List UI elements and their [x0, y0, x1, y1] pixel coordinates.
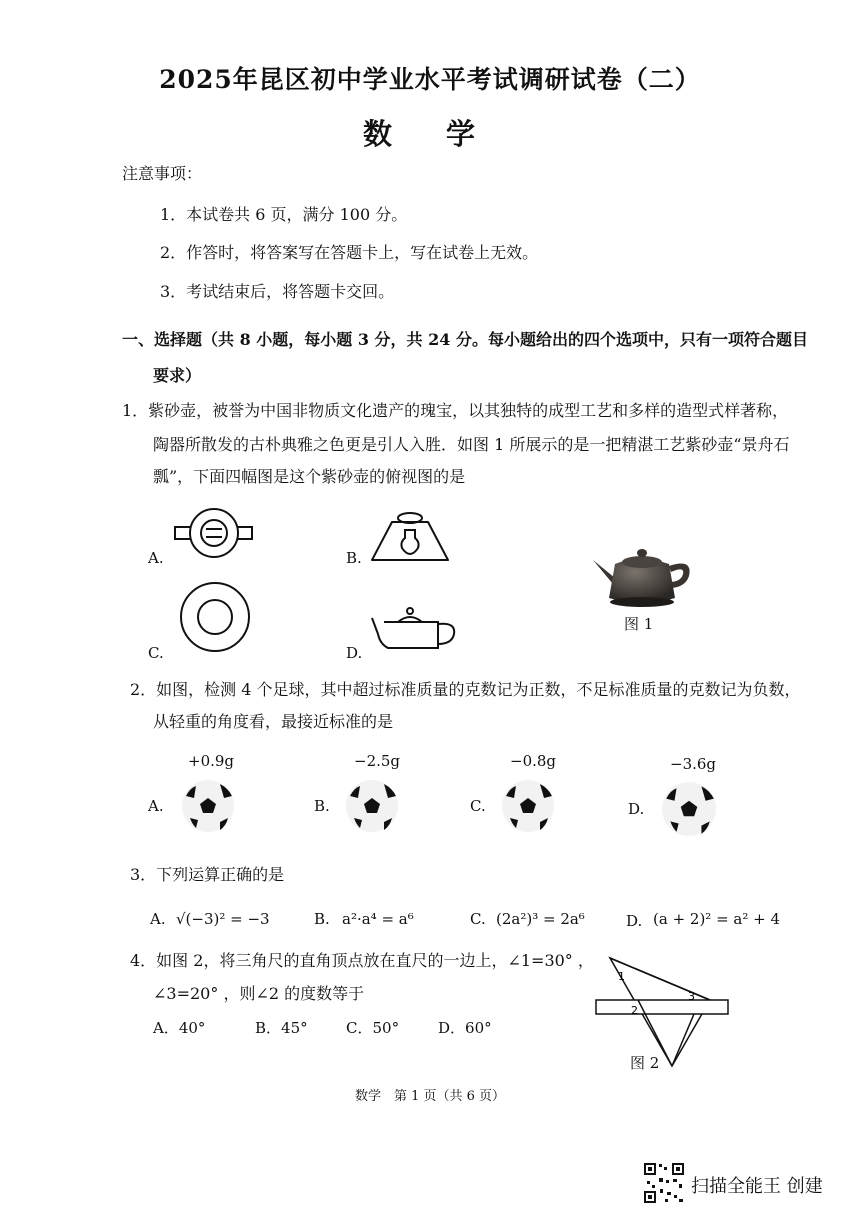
notice-item: 2．作答时，将答案写在答题卡上，写在试卷上无效。	[160, 243, 539, 262]
q1-option-a-figure	[172, 508, 256, 574]
q1-option-d-figure	[368, 604, 460, 654]
subject-title: 数 学	[362, 117, 498, 151]
ball-b-label: B.	[314, 797, 330, 815]
ball-a-value: +0.9g	[188, 752, 235, 770]
q1-option-c-figure	[178, 580, 252, 654]
ball-c-value: −0.8g	[510, 752, 557, 770]
angle-1-label: 1	[618, 970, 625, 983]
page-footer: 数学 第 1 页（共 6 页）	[354, 1089, 506, 1104]
angle-2-label: 2	[631, 1004, 638, 1017]
q3-option-a-expr: √(−3)² = −3	[176, 910, 270, 928]
notice-item: 3．考试结束后，将答题卡交回。	[160, 282, 395, 301]
notice-heading: 注意事项：	[122, 164, 203, 183]
q3-option-b-expr: a²·a⁴ = a⁶	[342, 910, 414, 928]
q1-option-c: C.	[148, 644, 164, 662]
q4-option-d: D．60°	[438, 1019, 492, 1037]
section-heading-cont: 要求）	[153, 366, 202, 385]
q1-line: 陶器所散发的古朴典雅之色更是引人入胜．如图 1 所展示的是一把精湛工艺紫砂壶“景舟石	[153, 435, 790, 454]
q3-option-a-label: A.	[150, 910, 166, 928]
q2-line: 从轻重的角度看，最接近标准的是	[153, 712, 394, 731]
ball-a-label: A.	[148, 797, 164, 815]
q2-line: 2．如图，检测 4 个足球，其中超过标准质量的克数记为正数，不足标准质量的克数记为负数，	[130, 680, 801, 699]
notice-item: 1．本试卷共 6 页，满分 100 分。	[160, 205, 408, 224]
q4-option-b: B．45°	[255, 1019, 308, 1037]
teapot-photo	[585, 540, 697, 610]
ball-c-label: C.	[470, 797, 486, 815]
figure2-diagram	[590, 952, 735, 1070]
ball-d-label: D.	[628, 800, 645, 818]
scanner-watermark: 扫描全能王 创建	[691, 1176, 823, 1197]
section-heading: 一、选择题（共 8 小题，每小题 3 分，共 24 分。每小题给出的四个选项中，只有一项符合题目	[122, 330, 808, 349]
q1-option-b-figure	[368, 508, 452, 566]
angle-3-label: 3	[688, 990, 695, 1003]
q1-option-b: B.	[346, 549, 362, 567]
q3-option-d-label: D.	[626, 912, 643, 930]
qr-code-icon	[643, 1162, 685, 1204]
q4-line: ∠3=20° ，则∠2 的度数等于	[153, 984, 365, 1003]
q3-option-c-expr: (2a²)³ = 2a⁶	[496, 910, 585, 928]
ball-b-value: −2.5g	[354, 752, 401, 770]
soccer-ball-a	[180, 778, 236, 834]
soccer-ball-b	[344, 778, 400, 834]
q4-option-a: A．40°	[153, 1019, 206, 1037]
soccer-ball-c	[500, 778, 556, 834]
soccer-ball-d	[660, 780, 718, 838]
q1-option-a: A.	[148, 549, 164, 567]
q4-option-c: C．50°	[346, 1019, 400, 1037]
figure1-caption: 图 1	[624, 615, 654, 633]
exam-title: 2025年昆区初中学业水平考试调研试卷（二）	[159, 65, 701, 94]
q1-line: 1．紫砂壶，被誉为中国非物质文化遗产的瑰宝，以其独特的成型工艺和多样的造型式样著称，	[122, 401, 789, 420]
q3-stem: 3．下列运算正确的是	[130, 865, 285, 884]
q3-option-b-label: B.	[314, 910, 330, 928]
q3-option-d-expr: (a + 2)² = a² + 4	[653, 910, 781, 928]
q4-line: 4．如图 2，将三角尺的直角顶点放在直尺的一边上，∠1=30° ，	[130, 951, 594, 970]
q1-option-d: D.	[346, 644, 363, 662]
figure2-caption: 图 2	[630, 1054, 660, 1072]
ball-d-value: −3.6g	[670, 755, 717, 773]
q1-line: 瓢”，下面四幅图是这个紫砂壶的俯视图的是	[153, 467, 466, 486]
q3-option-c-label: C.	[470, 910, 486, 928]
